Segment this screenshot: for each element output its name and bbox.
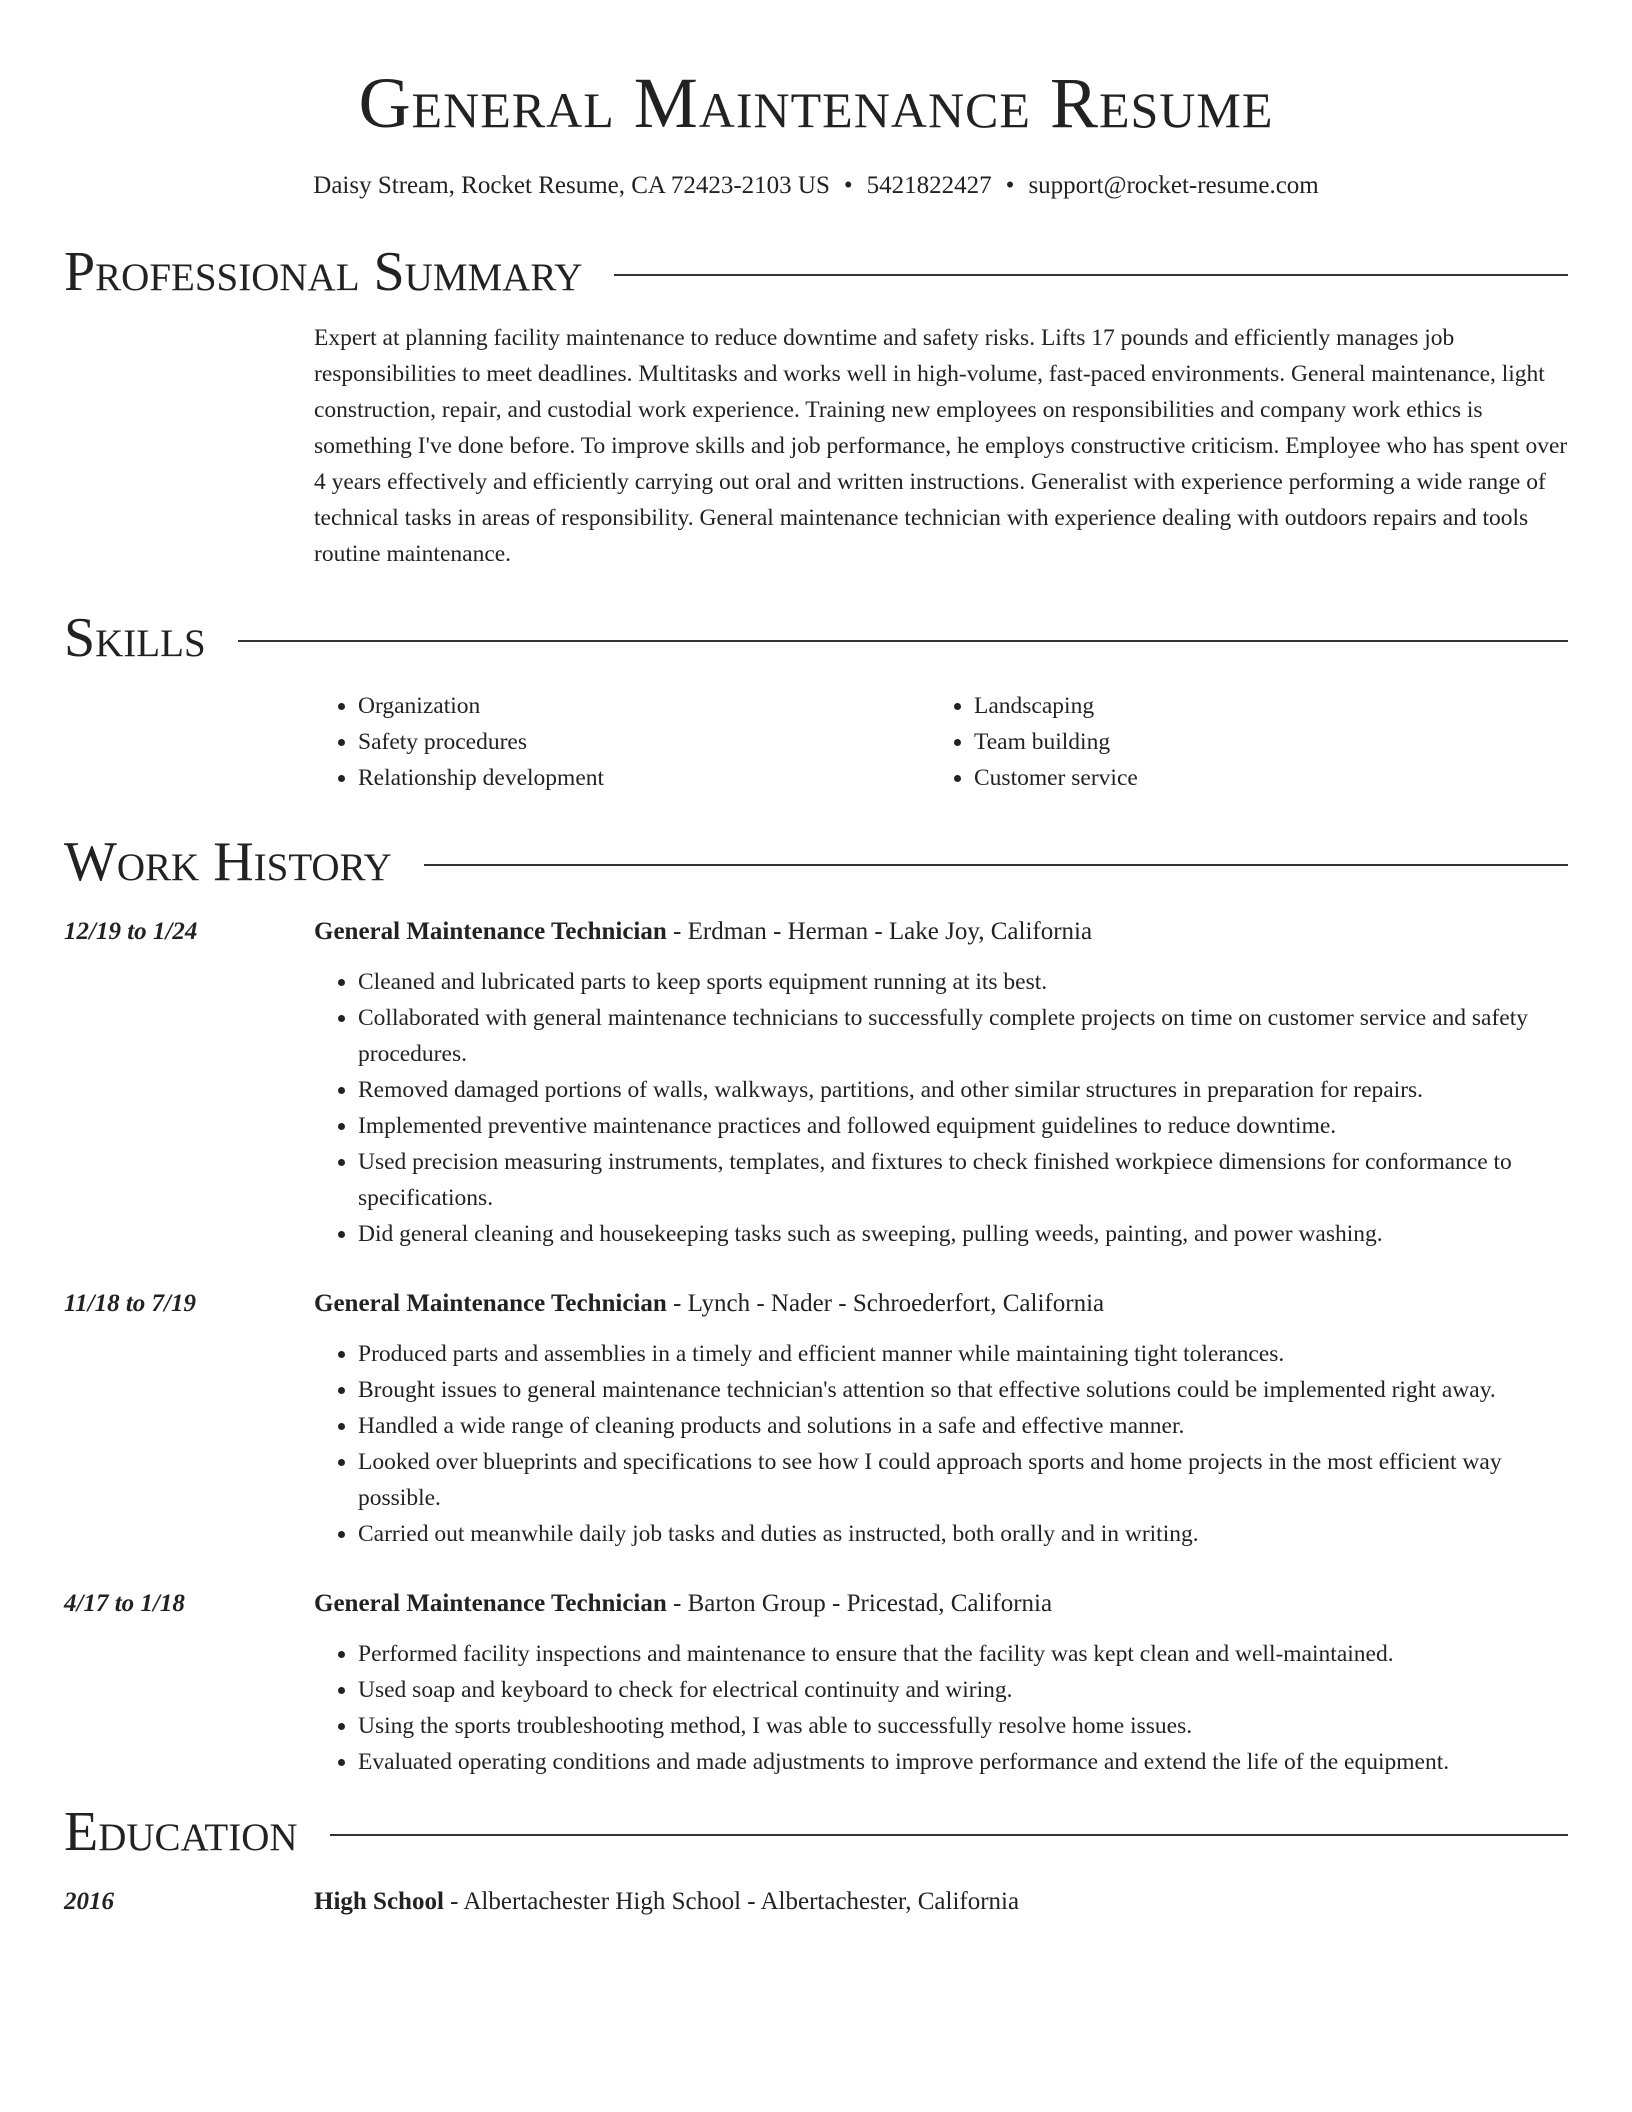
skill-item: • Organization xyxy=(358,688,930,724)
summary-heading: Professional Summary xyxy=(64,241,583,303)
job-bullet: • Cleaned and lubricated parts to keep sports equipment running at its best. xyxy=(358,964,1568,1000)
job-bullet: • Did general cleaning and housekeeping tasks such as sweeping, pulling weeds, painting, and power washing. xyxy=(358,1216,1568,1252)
job-header xyxy=(314,1286,1568,1322)
job-bullet: • Evaluated operating conditions and made adjustments to improve performance and extend the life of the equipment. xyxy=(358,1744,1568,1780)
resume-page xyxy=(64,0,1568,1920)
job-bullet: • Carried out meanwhile daily job tasks and duties as instructed, both orally and in writing. xyxy=(358,1516,1568,1552)
job-bullet: • Performed facility inspections and maintenance to ensure that the facility was kept clean and well-maintained. xyxy=(358,1636,1568,1672)
job-bullets xyxy=(314,1336,1568,1552)
job-bullets xyxy=(314,964,1568,1252)
job-employer: - Erdman - Herman - Lake Joy, California xyxy=(666,918,1093,945)
job-employer: - Lynch - Nader - Schroederfort, California xyxy=(666,1290,1105,1317)
job-dates: 4/17 to 1/18 xyxy=(64,1590,185,1617)
contact-address: Daisy Stream, Rocket Resume, CA 72423-2103 US xyxy=(313,172,830,199)
job-bullet: • Implemented preventive maintenance practices and followed equipment guidelines to reduce downtime. xyxy=(358,1108,1568,1144)
skills-list xyxy=(314,688,1568,796)
job-bullet: • Using the sports troubleshooting method, I was able to successfully resolve home issues. xyxy=(358,1708,1568,1744)
education-degree: High School xyxy=(314,1888,444,1915)
education-heading: Education xyxy=(64,1801,298,1863)
contact-phone: 5421822427 xyxy=(866,172,992,199)
contact-email: support@rocket-resume.com xyxy=(1028,172,1319,199)
job-entry xyxy=(64,914,1568,1252)
skills-column-right xyxy=(930,688,1546,796)
work-section-header xyxy=(64,832,1568,892)
job-bullet: • Used soap and keyboard to check for electrical continuity and wiring. xyxy=(358,1672,1568,1708)
skill-item: • Landscaping xyxy=(974,688,1546,724)
job-bullet: • Looked over blueprints and specifications to see how I could approach sports and home projects in the most efficient way possible. xyxy=(358,1444,1568,1516)
education-entry xyxy=(64,1884,1568,1920)
job-entry xyxy=(64,1586,1568,1780)
summary-section-header xyxy=(64,242,1568,302)
job-bullet: • Removed damaged portions of walls, walkways, partitions, and other similar structures in preparation for repairs. xyxy=(358,1072,1568,1108)
job-header xyxy=(314,914,1568,950)
education-school: - Albertachester High School - Albertachester, California xyxy=(443,1888,1020,1915)
job-bullet: • Used precision measuring instruments, templates, and fixtures to check finished workpiece dimensions for conformance to specifications. xyxy=(358,1144,1568,1216)
job-title: General Maintenance Technician xyxy=(314,918,667,945)
job-bullet: • Collaborated with general maintenance technicians to successfully complete projects on time on customer service and safety procedures. xyxy=(358,1000,1568,1072)
skills-column-left xyxy=(314,688,930,796)
resume-title: General Maintenance Resume xyxy=(358,63,1274,143)
job-dates: 11/18 to 7/19 xyxy=(64,1290,196,1317)
contact-line xyxy=(64,170,1568,202)
job-bullet: • Handled a wide range of cleaning products and solutions in a safe and effective manner. xyxy=(358,1408,1568,1444)
education-section-header xyxy=(64,1802,1568,1862)
job-title: General Maintenance Technician xyxy=(314,1590,667,1617)
summary-text: Expert at planning facility maintenance to reduce downtime and safety risks. Lifts 17 pounds and efficiently manages job responsibilities to meet deadlines. Multitasks and works well in high-volume, fast-paced environments. General maintenance, light construction, repair, and custodial work experience. Training new employees on responsibilities and company work ethics is something I've done before. To improve skills and job performance, he employs constructive criticism. Employee who has spent over 4 years effectively and efficiently carrying out oral and written instructions. Generalist with experience performing a wide range of technical tasks in areas of responsibility. General maintenance technician with experience dealing with outdoors repairs and tools routine maintenance. xyxy=(314,325,1568,567)
contact-separator: • xyxy=(843,172,853,199)
skill-item: • Relationship development xyxy=(358,760,930,796)
contact-separator: • xyxy=(1005,172,1015,199)
skill-item: • Safety procedures xyxy=(358,724,930,760)
job-bullet: • Brought issues to general maintenance technician's attention so that effective solutions could be implemented right away. xyxy=(358,1372,1568,1408)
work-heading: Work History xyxy=(64,831,392,893)
job-header xyxy=(314,1586,1568,1622)
education-header xyxy=(314,1884,1019,1920)
skills-heading: Skills xyxy=(64,607,206,669)
skills-section-header xyxy=(64,608,1568,668)
skill-item: • Team building xyxy=(974,724,1546,760)
section-divider xyxy=(614,274,1568,276)
job-bullets xyxy=(314,1636,1568,1780)
job-entry xyxy=(64,1286,1568,1552)
job-dates: 12/19 to 1/24 xyxy=(64,918,198,945)
section-divider xyxy=(424,864,1568,866)
job-title: General Maintenance Technician xyxy=(314,1290,667,1317)
section-divider xyxy=(330,1834,1568,1836)
job-employer: - Barton Group - Pricestad, California xyxy=(666,1590,1053,1617)
education-year: 2016 xyxy=(64,1888,114,1915)
section-divider xyxy=(238,640,1568,642)
job-bullet: • Produced parts and assemblies in a timely and efficient manner while maintaining tight tolerances. xyxy=(358,1336,1568,1372)
skill-item: • Customer service xyxy=(974,760,1546,796)
